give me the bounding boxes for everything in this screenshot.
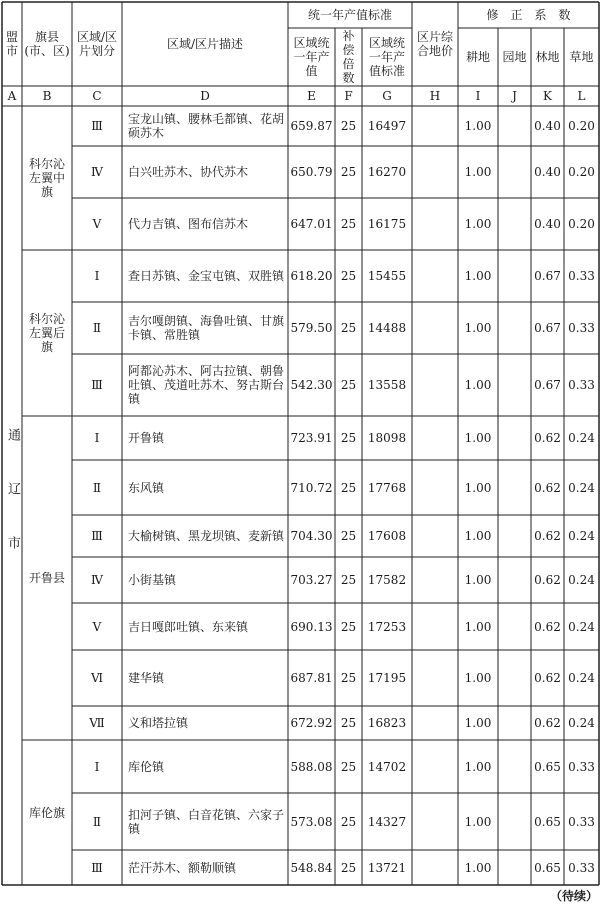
header-correction-coefficients: 修 正 系 数 (486, 8, 571, 22)
compensation-multiple: 25 (340, 269, 357, 283)
header-composite-price: 区片综合地价 (416, 30, 453, 58)
compensation-multiple: 25 (340, 671, 357, 685)
column-letter: J (512, 89, 517, 103)
output-standard: 13721 (367, 860, 407, 875)
forest-coef: 0.62 (534, 716, 561, 730)
cropland-coef: 1.00 (464, 671, 492, 685)
compensation-multiple: 25 (340, 619, 357, 634)
orchard-coef (498, 302, 531, 354)
column-letter: F (344, 89, 353, 103)
composite-price (412, 557, 458, 603)
header-description: 区域/区片描述 (166, 37, 244, 51)
forest-coef: 0.67 (534, 321, 561, 335)
composite-price (412, 603, 458, 650)
zone-description: 白兴吐苏木、协代苏木 (128, 165, 249, 179)
compensation-multiple: 25 (340, 860, 357, 875)
cropland-coef: 1.00 (464, 269, 492, 283)
column-letter: L (577, 89, 586, 103)
annual-output: 542.30 (290, 378, 333, 392)
grassland-coef: 0.20 (568, 165, 595, 179)
composite-price (412, 302, 458, 354)
composite-price (412, 706, 458, 740)
zone-description: 茫汗苏木、额勒顺镇 (128, 860, 237, 875)
zone-description: 大榆树镇、黑龙坝镇、麦新镇 (128, 529, 285, 543)
zone-numeral: Ⅶ (89, 716, 105, 730)
orchard-coef (498, 650, 531, 706)
forest-coef: 0.62 (534, 671, 561, 685)
grassland-coef: 0.33 (568, 759, 595, 774)
orchard-coef (498, 460, 531, 515)
annual-output: 710.72 (290, 480, 333, 495)
grassland-coef: 0.20 (568, 217, 595, 231)
zone-numeral: Ⅲ (91, 529, 103, 543)
grassland-coef: 0.33 (568, 814, 595, 829)
composite-price (412, 198, 458, 250)
composite-price (412, 416, 458, 460)
compensation-multiple: 25 (340, 431, 357, 445)
composite-price (412, 850, 458, 885)
county-name: 科尔沁左翼中旗 (28, 157, 65, 199)
zone-description: 义和塔拉镇 (128, 716, 189, 730)
output-standard: 17195 (367, 671, 407, 685)
forest-coef: 0.62 (534, 431, 561, 445)
annual-output: 703.27 (290, 573, 333, 587)
compensation-multiple: 25 (340, 480, 357, 495)
composite-price (412, 354, 458, 416)
column-letter: B (42, 89, 52, 103)
continued-note: （待续） (549, 889, 598, 903)
grassland-coef: 0.33 (568, 269, 595, 283)
zone-numeral: Ⅰ (94, 269, 100, 283)
forest-coef: 0.62 (534, 619, 561, 634)
orchard-coef (498, 793, 531, 850)
forest-coef: 0.62 (534, 480, 561, 495)
cropland-coef: 1.00 (464, 860, 492, 875)
grassland-coef: 0.24 (568, 671, 595, 685)
grassland-coef: 0.24 (568, 480, 595, 495)
zone-numeral: Ⅲ (91, 378, 103, 392)
zone-numeral: Ⅱ (92, 814, 102, 829)
output-standard: 17768 (367, 480, 407, 495)
orchard-coef (498, 740, 531, 793)
annual-output: 650.79 (290, 165, 333, 179)
header-unified-standard: 统一年产值标准 (307, 8, 392, 22)
annual-output: 723.91 (290, 431, 333, 445)
county-name: 科尔沁左翼后旗 (28, 312, 65, 354)
forest-coef: 0.65 (534, 814, 561, 829)
cropland-coef: 1.00 (464, 814, 492, 829)
compensation-multiple: 25 (340, 165, 357, 179)
header-cropland: 耕地 (465, 50, 490, 64)
compensation-multiple: 25 (340, 119, 357, 133)
compensation-multiple: 25 (340, 814, 357, 829)
forest-coef: 0.40 (534, 119, 561, 133)
composite-price (412, 146, 458, 198)
annual-output: 579.50 (290, 321, 333, 335)
grassland-coef: 0.33 (568, 321, 595, 335)
zone-description: 宝龙山镇、腰林毛都镇、花胡硕苏木 (128, 112, 285, 140)
county-name: 开鲁县 (28, 571, 65, 585)
grassland-coef: 0.24 (568, 529, 595, 543)
orchard-coef (498, 106, 531, 146)
cropland-coef: 1.00 (464, 529, 492, 543)
cropland-coef: 1.00 (464, 431, 492, 445)
composite-price (412, 460, 458, 515)
output-standard: 16270 (367, 165, 407, 179)
forest-coef: 0.62 (534, 573, 561, 587)
zone-numeral: Ⅴ (92, 217, 102, 231)
column-letter: I (475, 89, 481, 103)
cropland-coef: 1.00 (464, 321, 492, 335)
cropland-coef: 1.00 (464, 619, 492, 634)
output-standard: 16175 (367, 217, 407, 231)
output-standard: 17608 (367, 529, 407, 543)
compensation-multiple: 25 (340, 217, 357, 231)
zone-numeral: Ⅲ (91, 119, 103, 133)
cropland-coef: 1.00 (464, 165, 492, 179)
zone-description: 开鲁镇 (128, 431, 165, 445)
zone-numeral: Ⅵ (90, 671, 104, 685)
output-standard: 18098 (367, 431, 407, 445)
league-name: 通 辽 市 (5, 428, 20, 563)
zone-description: 吉日嘎郎吐镇、东来镇 (128, 619, 249, 634)
orchard-coef (498, 416, 531, 460)
header-multiple: 补偿倍数 (342, 29, 355, 85)
composite-price (412, 740, 458, 793)
header-output-standard: 区域统一年产值标准 (368, 36, 405, 78)
orchard-coef (498, 557, 531, 603)
orchard-coef (498, 515, 531, 557)
output-standard: 16497 (367, 119, 407, 133)
orchard-coef (498, 850, 531, 885)
orchard-coef (498, 706, 531, 740)
header-zone: 区域/区片划分 (76, 30, 118, 58)
zone-description: 代力吉镇、图布信苏木 (128, 217, 249, 231)
header-league: 盟市 (5, 30, 18, 58)
compensation-multiple: 25 (340, 378, 357, 392)
cropland-coef: 1.00 (464, 378, 492, 392)
cropland-coef: 1.00 (464, 759, 492, 774)
column-letter: C (92, 89, 102, 103)
zone-description: 库伦镇 (128, 759, 165, 774)
zone-numeral: Ⅰ (94, 431, 100, 445)
zone-description: 查日苏镇、金宝屯镇、双胜镇 (128, 269, 285, 283)
cropland-coef: 1.00 (464, 573, 492, 587)
composite-price (412, 250, 458, 302)
zone-numeral: Ⅱ (92, 480, 102, 495)
forest-coef: 0.67 (534, 378, 561, 392)
compensation-multiple: 25 (340, 716, 357, 730)
cropland-coef: 1.00 (464, 119, 492, 133)
zone-numeral: Ⅳ (91, 165, 103, 179)
zone-description: 建华镇 (128, 671, 165, 685)
zone-numeral: Ⅳ (91, 573, 103, 587)
compensation-multiple: 25 (340, 759, 357, 774)
header-annual-output: 区域统一年产值 (293, 36, 330, 78)
forest-coef: 0.40 (534, 165, 561, 179)
forest-coef: 0.65 (534, 860, 561, 875)
composite-price (412, 793, 458, 850)
annual-output: 618.20 (290, 269, 333, 283)
composite-price (412, 106, 458, 146)
output-standard: 15455 (367, 269, 407, 283)
orchard-coef (498, 250, 531, 302)
output-standard: 17582 (367, 573, 407, 587)
orchard-coef (498, 146, 531, 198)
annual-output: 647.01 (290, 217, 333, 231)
cropland-coef: 1.00 (464, 480, 492, 495)
header-orchard: 园地 (502, 50, 527, 64)
compensation-multiple: 25 (340, 573, 357, 587)
annual-output: 659.87 (290, 119, 333, 133)
annual-output: 548.84 (290, 860, 333, 875)
orchard-coef (498, 354, 531, 416)
column-letter: K (543, 89, 552, 103)
composite-price (412, 650, 458, 706)
output-standard: 13558 (367, 378, 407, 392)
header-grassland: 草地 (569, 50, 594, 64)
column-letter: D (200, 89, 210, 103)
zone-description: 小街基镇 (128, 573, 177, 587)
cropland-coef: 1.00 (464, 716, 492, 730)
output-standard: 16823 (367, 716, 407, 730)
grassland-coef: 0.33 (568, 860, 595, 875)
output-standard: 14702 (367, 759, 407, 774)
orchard-coef (498, 198, 531, 250)
zone-description: 吉尔嘎朗镇、海鲁吐镇、甘旗卡镇、常胜镇 (128, 314, 285, 342)
output-standard: 14488 (367, 321, 407, 335)
compensation-multiple: 25 (340, 321, 357, 335)
annual-output: 687.81 (290, 671, 333, 685)
forest-coef: 0.62 (534, 529, 561, 543)
output-standard: 14327 (367, 814, 407, 829)
column-letter: E (307, 89, 316, 103)
annual-output: 588.08 (290, 759, 333, 774)
zone-numeral: Ⅲ (91, 860, 103, 875)
header-forest: 林地 (535, 50, 560, 64)
forest-coef: 0.67 (534, 269, 561, 283)
grassland-coef: 0.20 (568, 119, 595, 133)
zone-numeral: Ⅰ (94, 759, 100, 774)
column-letter: H (429, 89, 441, 103)
grassland-coef: 0.33 (568, 378, 595, 392)
annual-output: 690.13 (290, 619, 333, 634)
header-county: 旗县(市、区) (24, 30, 70, 58)
cropland-coef: 1.00 (464, 217, 492, 231)
annual-output: 573.08 (290, 814, 333, 829)
forest-coef: 0.40 (534, 217, 561, 231)
county-name: 库伦旗 (28, 805, 65, 820)
forest-coef: 0.65 (534, 759, 561, 774)
composite-price (412, 515, 458, 557)
output-standard: 17253 (367, 619, 407, 634)
grassland-coef: 0.24 (568, 573, 595, 587)
orchard-coef (498, 603, 531, 650)
grassland-coef: 0.24 (568, 716, 595, 730)
annual-output: 704.30 (290, 529, 333, 543)
grassland-coef: 0.24 (568, 431, 595, 445)
zone-description: 阿都沁苏木、阿古拉镇、朝鲁吐镇、茂道吐苏木、努古斯台镇 (128, 364, 285, 406)
annual-output: 672.92 (290, 716, 333, 730)
column-letter: A (7, 89, 17, 103)
zone-numeral: Ⅱ (92, 321, 102, 335)
grassland-coef: 0.24 (568, 619, 595, 634)
zone-description: 东风镇 (128, 480, 165, 495)
compensation-multiple: 25 (340, 529, 357, 543)
zone-numeral: Ⅴ (92, 619, 102, 634)
zone-description: 扣河子镇、白音花镇、六家子镇 (128, 807, 285, 836)
column-letter: G (382, 89, 392, 103)
